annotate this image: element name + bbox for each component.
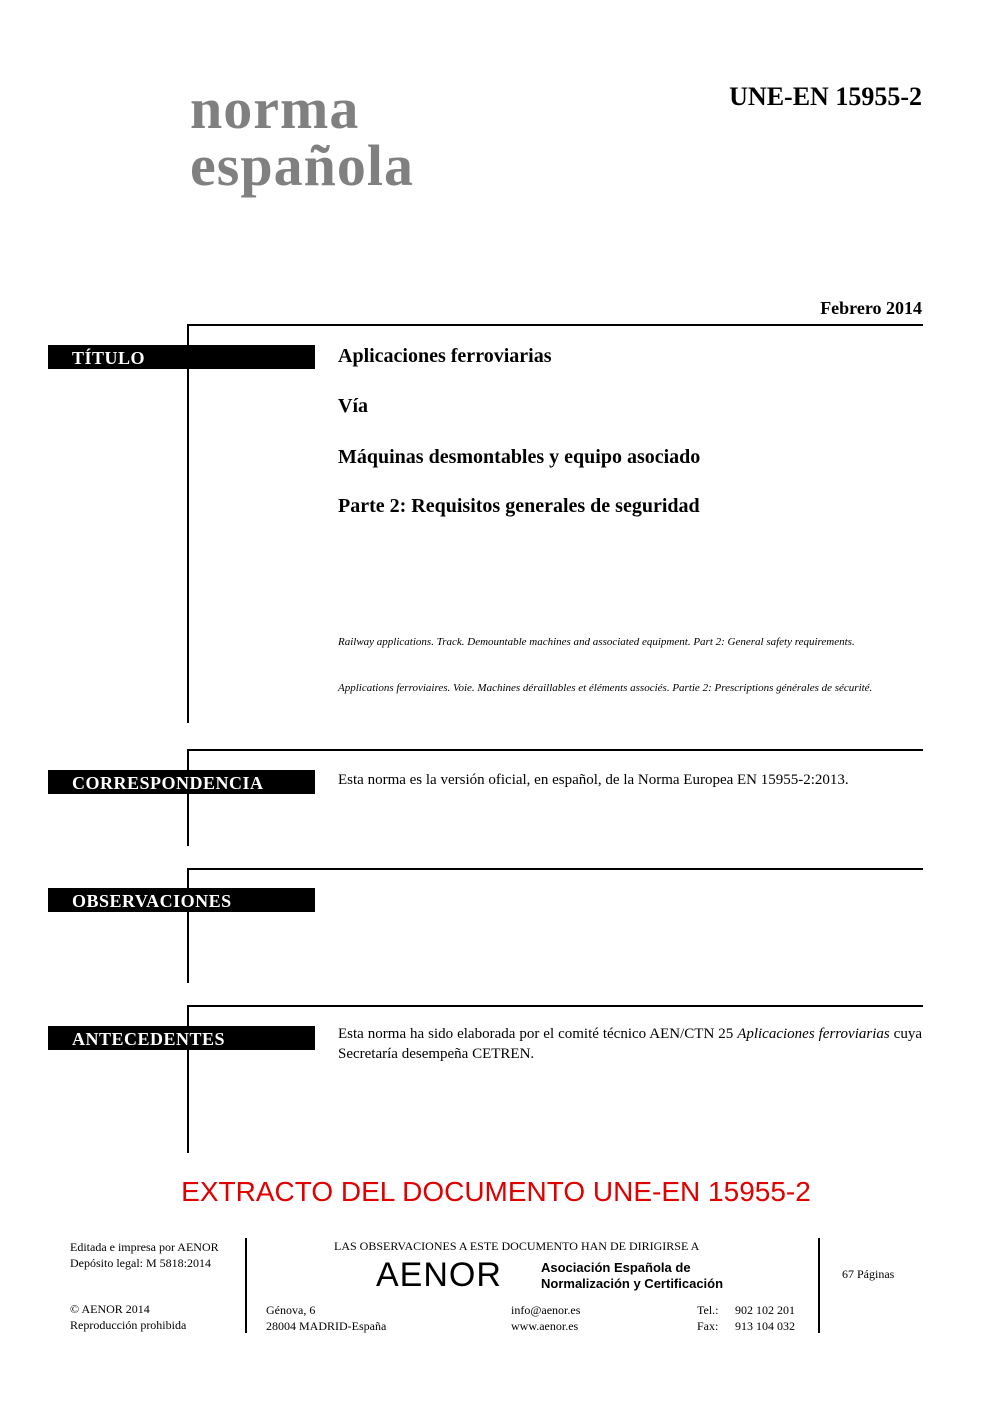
section-divider-antecedentes: [187, 1005, 923, 1007]
footer-address-line-2: 28004 MADRID-España: [266, 1319, 387, 1333]
footer-divider-right: [818, 1238, 820, 1333]
footer-contact-online: [511, 1302, 580, 1334]
footer-deposit-line: Depósito legal: M 5818:2014: [70, 1256, 211, 1270]
title-line-4: Parte 2: Requisitos generales de seguridad: [338, 495, 700, 517]
document-date: Febrero 2014: [820, 298, 922, 318]
aenor-name-line-2: Normalización y Certificación: [541, 1276, 724, 1291]
brand-line-1: norma: [190, 76, 360, 141]
footer-address-line-1: Génova, 6: [266, 1303, 316, 1317]
section-label-antecedentes: ANTECEDENTES: [48, 1026, 315, 1050]
title-line-1: Aplicaciones ferroviarias: [338, 345, 552, 367]
section-rule-titulo: [187, 324, 189, 723]
footer-tel-label: Tel.:: [697, 1303, 719, 1317]
extract-notice: EXTRACTO DEL DOCUMENTO UNE-EN 15955-2: [181, 1176, 811, 1207]
footer-phone-labels: [697, 1302, 719, 1334]
footer-fax-value: 913 104 032: [735, 1319, 795, 1333]
footer-page-count: 67 Páginas: [842, 1267, 895, 1281]
section-divider-correspondencia: [187, 749, 923, 751]
section-divider-observaciones: [187, 868, 923, 870]
footer-copyright-line-1: © AENOR 2014: [70, 1302, 150, 1316]
section-rule-observaciones: [187, 868, 189, 983]
correspondencia-text: Esta norma es la versión oficial, en español, de la Norma Europea EN 15955-2:2013.: [338, 772, 849, 788]
footer-address: [266, 1302, 386, 1334]
footer-edited-line-1: Editada e impresa por AENOR: [70, 1240, 219, 1254]
section-label-observaciones: OBSERVACIONES: [48, 888, 315, 912]
footer-copyright-line-2: Reproducción prohibida: [70, 1318, 187, 1332]
brand-line-2: española: [190, 133, 414, 198]
footer-observations-note: LAS OBSERVACIONES A ESTE DOCUMENTO HAN DE DIRIGIRSE A: [334, 1239, 700, 1253]
footer-divider-left: [245, 1238, 247, 1333]
antecedentes-committee-name: Aplicaciones ferroviarias: [737, 1026, 890, 1042]
aenor-logo: AENOR: [376, 1256, 502, 1294]
antecedentes-text-end: cuya Secretaría desempeña CETREN.: [338, 1026, 923, 1062]
footer-email: info@aenor.es: [511, 1303, 581, 1317]
title-english: Railway applications. Track. Demountable machines and associated equipment. Part 2: General safety requirements.: [338, 636, 855, 648]
title-french: Applications ferroviaires. Voie. Machines déraillables et éléments associés. Partie 2: Prescriptions générales de sécurité.: [338, 682, 873, 694]
section-divider-titulo: [187, 324, 923, 326]
footer-fax-label: Fax:: [697, 1319, 719, 1333]
document-code: UNE-EN 15955-2: [729, 82, 922, 111]
title-line-2: Vía: [338, 395, 368, 417]
section-rule-correspondencia: [187, 749, 189, 846]
brand-title: [190, 76, 414, 198]
title-line-3: Máquinas desmontables y equipo asociado: [338, 446, 701, 468]
footer-phone-values: [735, 1302, 795, 1334]
footer-edited-by: [70, 1239, 219, 1271]
antecedentes-text-start: Esta norma ha sido elaborada por el comité técnico AEN/CTN 25: [338, 1026, 738, 1042]
footer-tel-value: 902 102 201: [735, 1303, 795, 1317]
aenor-full-name: [541, 1260, 723, 1292]
antecedentes-text: [338, 1024, 922, 1064]
section-label-titulo: TÍTULO: [48, 345, 315, 369]
section-label-correspondencia: CORRESPONDENCIA: [48, 770, 315, 794]
footer-website: www.aenor.es: [511, 1319, 579, 1333]
aenor-name-line-1: Asociación Española de: [541, 1260, 691, 1275]
footer-copyright: [70, 1301, 186, 1333]
